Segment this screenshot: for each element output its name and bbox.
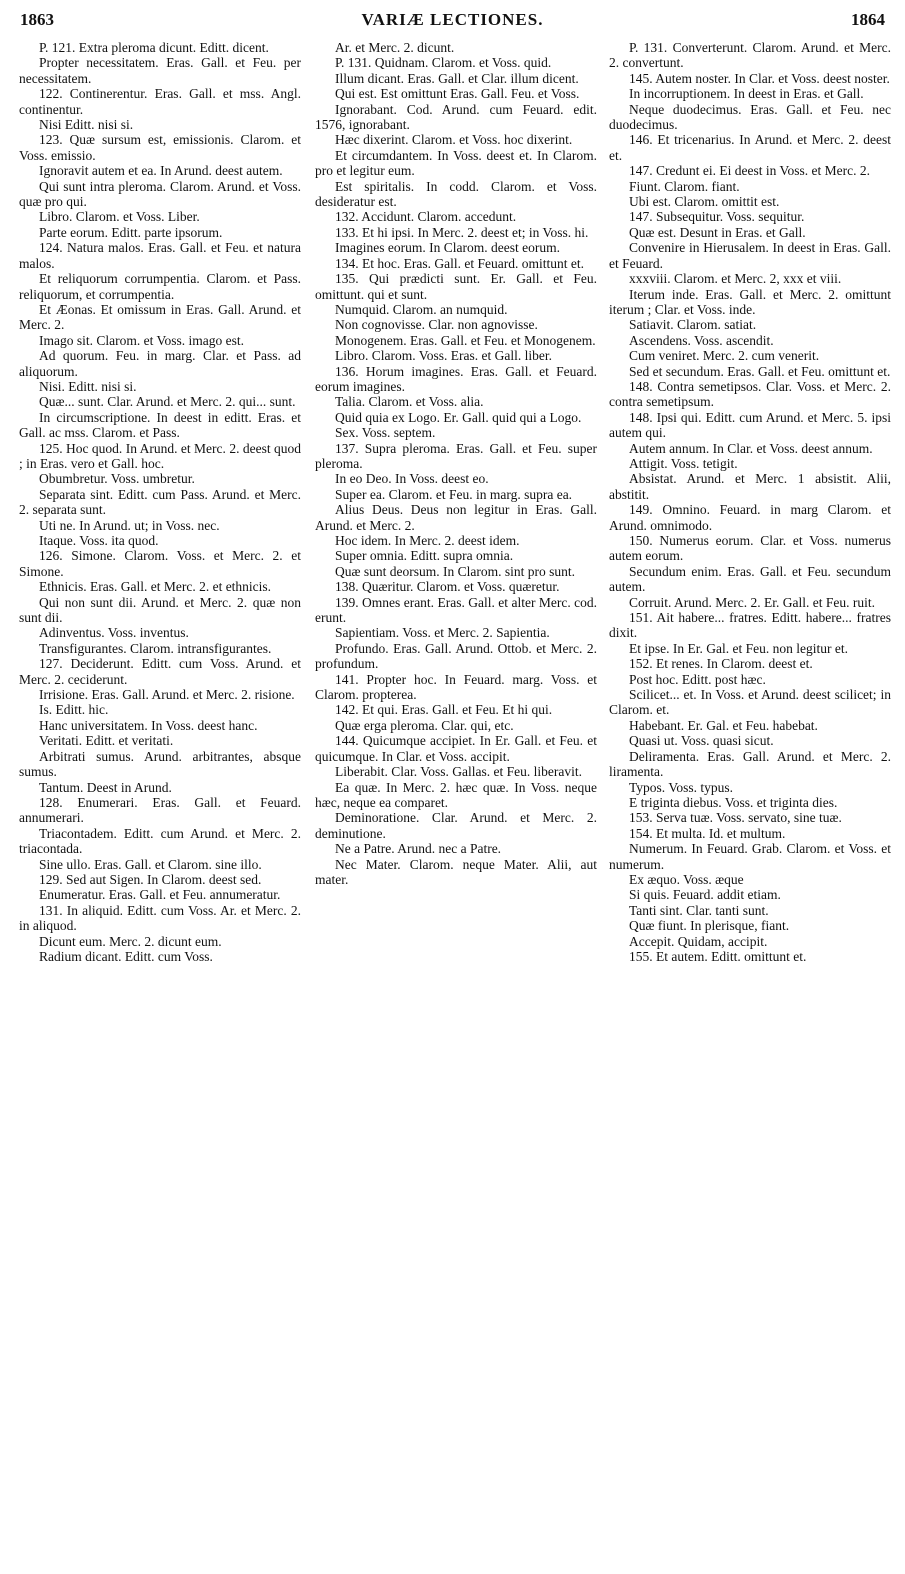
- variant-entry: 124. Natura malos. Eras. Gall. et Feu. et natura malos.: [19, 240, 301, 271]
- variant-entry: Nisi. Editt. nisi si.: [39, 378, 137, 394]
- variant-entry: 129. Sed aut Sigen. In Clarom. deest sed.: [39, 871, 262, 887]
- variant-entry: Imagines eorum. In Clarom. deest eorum.: [335, 240, 560, 256]
- variant-entry: Ignorabant. Cod. Arund. cum Feuard. edit. 1576, ignorabant.: [315, 101, 597, 133]
- variant-entry: In eo Deo. In Voss. deest eo.: [335, 471, 489, 487]
- variant-entry: Obumbretur. Voss. umbretur.: [39, 471, 195, 487]
- variant-entry: 131. In aliquid. Editt. cum Voss. Ar. et Merc. 2. in aliquod.: [19, 902, 301, 934]
- variant-entry: Triacontadem. Editt. cum Arund. et Merc. 2. triacontada.: [19, 825, 301, 857]
- variant-entry: Ad quorum. Feu. in marg. Clar. et Pass. ad aliquorum.: [19, 348, 301, 379]
- variant-entry: Quid quia ex Logo. Er. Gall. quid qui a Logo.: [335, 409, 582, 425]
- variant-entry: Cum veniret. Merc. 2. cum venerit.: [629, 348, 820, 364]
- variant-entry: Qui est. Est omittunt Eras. Gall. Feu. et Voss.: [335, 86, 580, 102]
- variant-entry: Propter necessitatem. Eras. Gall. et Feu. per necessitatem.: [19, 55, 301, 86]
- page-number-left: 1863: [20, 10, 54, 29]
- text-columns: [19, 40, 889, 1540]
- variant-entry: Si quis. Feuard. addit etiam.: [629, 887, 781, 903]
- variant-entry: P. 131. Quidnam. Clarom. et Voss. quid.: [335, 55, 552, 71]
- variant-entry: Ubi est. Clarom. omittit est.: [629, 194, 780, 210]
- column-3: [609, 40, 891, 1540]
- variant-entry: 135. Qui prædicti sunt. Er. Gall. et Feu. omittunt. qui et sunt.: [315, 271, 597, 302]
- variant-entry: Iterum inde. Eras. Gall. et Merc. 2. omittunt iterum ; Clar. et Voss. inde.: [609, 286, 891, 317]
- running-header: [20, 10, 885, 36]
- variant-entry: Nisi Editt. nisi si.: [39, 117, 134, 133]
- variant-entry: Numerum. In Feuard. Grab. Clarom. et Voss. et numerum.: [609, 841, 891, 872]
- variant-entry: Ne a Patre. Arund. nec a Patre.: [335, 841, 502, 857]
- variant-entry: Libro. Clarom. Voss. Eras. et Gall. liber.: [335, 348, 552, 364]
- variant-entry: Parte eorum. Editt. parte ipsorum.: [39, 224, 223, 240]
- variant-entry: 144. Quicumque accipiet. In Er. Gall. et Feu. et quicumque. In Clar. et Voss. accipit.: [315, 733, 597, 764]
- variant-entry: Scilicet... et. In Voss. et Arund. deest scilicet; in Clarom. et.: [609, 687, 891, 718]
- variant-entry: Accepit. Quidam, accipit.: [629, 933, 768, 949]
- variant-entry: 122. Continerentur. Eras. Gall. et mss. Angl. continentur.: [19, 86, 301, 117]
- variant-entry: Veritati. Editt. et veritati.: [39, 733, 174, 749]
- variant-entry: 153. Serva tuæ. Voss. servato, sine tuæ.: [629, 810, 842, 826]
- variant-entry: 136. Horum imagines. Eras. Gall. et Feuard. eorum imagines.: [315, 363, 597, 394]
- variant-entry: P. 131. Converterunt. Clarom. Arund. et Merc. 2. convertunt.: [609, 40, 891, 71]
- variant-entry: Adinventus. Voss. inventus.: [39, 625, 189, 641]
- variant-entry: Arbitrati sumus. Arund. arbitrantes, absque sumus.: [19, 748, 301, 780]
- variant-entry: 141. Propter hoc. In Feuard. marg. Voss. et Clarom. propterea.: [315, 671, 597, 703]
- variant-entry: Imago sit. Clarom. et Voss. imago est.: [39, 332, 244, 348]
- variant-entry: Est spiritalis. In codd. Clarom. et Voss. desideratur est.: [315, 178, 597, 210]
- variant-entry: 152. Et renes. In Clarom. deest et.: [629, 656, 813, 672]
- variant-entry: Uti ne. In Arund. ut; in Voss. nec.: [39, 517, 220, 533]
- variant-entry: Secundum enim. Eras. Gall. et Feu. secundum autem.: [609, 563, 891, 595]
- variant-entry: 155. Et autem. Editt. omittunt et.: [629, 948, 807, 964]
- variant-entry: Radium dicant. Editt. cum Voss.: [39, 948, 213, 964]
- variant-entry: 148. Contra semetipsos. Clar. Voss. et Merc. 2. contra semetipsum.: [609, 378, 891, 410]
- variant-entry: Qui sunt intra pleroma. Clarom. Arund. et Voss. quæ pro qui.: [19, 178, 301, 210]
- variant-entry: Qui non sunt dii. Arund. et Merc. 2. quæ non sunt dii.: [19, 594, 301, 626]
- variant-entry: Tantum. Deest in Arund.: [39, 779, 172, 795]
- variant-entry: 125. Hoc quod. In Arund. et Merc. 2. deest quod ; in Eras. vero et Gall. hoc.: [19, 440, 301, 471]
- variant-entry: Hanc universitatem. In Voss. deest hanc.: [39, 717, 258, 733]
- variant-entry: Monogenem. Eras. Gall. et Feu. et Monogenem.: [335, 332, 596, 348]
- variant-entry: Itaque. Voss. ita quod.: [39, 533, 159, 548]
- variant-entry: Quæ est. Desunt in Eras. et Gall.: [629, 224, 806, 240]
- variant-entry: 151. Ait habere... fratres. Editt. habere... fratres dixit.: [609, 610, 891, 641]
- variant-entry: Absistat. Arund. et Merc. 1 absistit. Alii, abstitit.: [609, 471, 891, 502]
- variant-entry: Ethnicis. Eras. Gall. et Merc. 2. et ethnicis.: [39, 579, 272, 595]
- variant-entry: In incorruptionem. In deest in Eras. et Gall.: [629, 86, 864, 102]
- variant-entry: Post hoc. Editt. post hæc.: [629, 671, 766, 687]
- variant-entry: 127. Deciderunt. Editt. cum Voss. Arund. et Merc. 2. ceciderunt.: [19, 656, 301, 687]
- variant-entry: 128. Enumerari. Eras. Gall. et Feuard. annumerari.: [19, 794, 301, 826]
- variant-entry: Libro. Clarom. et Voss. Liber.: [39, 209, 200, 225]
- variant-entry: Liberabit. Clar. Voss. Gallas. et Feu. liberavit.: [335, 764, 582, 780]
- variant-entry: Enumeratur. Eras. Gall. et Feu. annumeratur.: [39, 887, 281, 903]
- variant-entry: Deliramenta. Eras. Gall. Arund. et Merc. 2. liramenta.: [609, 748, 891, 780]
- variant-entry: 123. Quæ sursum est, emissionis. Clarom. et Voss. emissio.: [19, 132, 301, 163]
- variant-entry: In circumscriptione. In deest in editt. Eras. et Gall. ac mss. Clarom. et Pass.: [19, 409, 301, 441]
- variant-entry: xxxviii. Clarom. et Merc. 2, xxx et viii.: [629, 271, 842, 287]
- variant-entry: P. 121. Extra pleroma dicunt. Editt. dicent.: [39, 40, 269, 55]
- variant-entry: 139. Omnes erant. Eras. Gall. et alter Merc. cod. erunt.: [315, 594, 597, 626]
- variant-entry: Profundo. Eras. Gall. Arund. Ottob. et Merc. 2. profundum.: [315, 640, 597, 672]
- variant-entry: Sed et secundum. Eras. Gall. et Feu. omittunt et.: [629, 363, 891, 379]
- variant-entry: 134. Et hoc. Eras. Gall. et Feuard. omittunt et.: [335, 255, 584, 271]
- column-2: [315, 40, 597, 1540]
- variant-entry: 132. Accidunt. Clarom. accedunt.: [335, 209, 517, 225]
- variant-entry: Tanti sint. Clar. tanti sunt.: [629, 902, 769, 918]
- variant-entry: Et circumdantem. In Voss. deest et. In Clarom. pro et legitur eum.: [315, 147, 597, 179]
- variant-entry: Et reliquorum corrumpentia. Clarom. et Pass. reliquorum, et corrumpentia.: [19, 271, 301, 302]
- variant-entry: Dicunt eum. Merc. 2. dicunt eum.: [39, 933, 222, 949]
- variant-entry: Transfigurantes. Clarom. intransfigurantes.: [39, 640, 272, 656]
- column-1: [19, 40, 301, 1540]
- variant-entry: Quæ... sunt. Clar. Arund. et Merc. 2. qui... sunt.: [39, 394, 296, 410]
- variant-entry: Sine ullo. Eras. Gall. et Clarom. sine illo.: [39, 856, 262, 872]
- variant-entry: Talia. Clarom. et Voss. alia.: [335, 394, 484, 410]
- variant-entry: Quæ sunt deorsum. In Clarom. sint pro sunt.: [335, 563, 575, 579]
- variant-entry: 147. Subsequitur. Voss. sequitur.: [629, 209, 805, 225]
- variant-entry: Sex. Voss. septem.: [335, 425, 436, 441]
- variant-entry: Et ipse. In Er. Gal. et Feu. non legitur et.: [629, 640, 848, 656]
- variant-entry: Hæc dixerint. Clarom. et Voss. hoc dixerint.: [335, 132, 573, 148]
- page-title: VARIÆ LECTIONES.: [361, 10, 544, 29]
- variant-entry: Habebant. Er. Gal. et Feu. habebat.: [629, 717, 818, 733]
- variant-entry: 148. Ipsi qui. Editt. cum Arund. et Merc. 5. ipsi autem qui.: [609, 409, 891, 441]
- variant-entry: Ascendens. Voss. ascendit.: [629, 332, 774, 348]
- variant-entry: 145. Autem noster. In Clar. et Voss. deest noster.: [629, 70, 890, 86]
- variant-entry: Quasi ut. Voss. quasi sicut.: [629, 733, 774, 749]
- variant-entry: Super omnia. Editt. supra omnia.: [335, 548, 514, 564]
- variant-entry: 150. Numerus eorum. Clar. et Voss. numerus autem eorum.: [609, 533, 891, 564]
- variant-entry: Non cognovisse. Clar. non agnovisse.: [335, 317, 538, 333]
- variant-entry: Quæ fiunt. In plerisque, fiant.: [629, 918, 790, 934]
- variant-entry: Separata sint. Editt. cum Pass. Arund. et Merc. 2. separata sunt.: [19, 486, 301, 518]
- variant-entry: Neque duodecimus. Eras. Gall. et Feu. nec duodecimus.: [609, 101, 891, 133]
- variant-entry: 142. Et qui. Eras. Gall. et Feu. Et hi qui.: [335, 702, 553, 718]
- variant-entry: Ar. et Merc. 2. dicunt.: [335, 40, 455, 55]
- variant-entry: Fiunt. Clarom. fiant.: [629, 178, 740, 194]
- variant-entry: Et Æonas. Et omissum in Eras. Gall. Arund. et Merc. 2.: [19, 301, 301, 333]
- variant-entry: Sapientiam. Voss. et Merc. 2. Sapientia.: [335, 625, 550, 641]
- variant-entry: 137. Supra pleroma. Eras. Gall. et Feu. super pleroma.: [315, 440, 597, 471]
- variant-entry: Autem annum. In Clar. et Voss. deest annum.: [629, 440, 873, 456]
- variant-entry: Alius Deus. Deus non legitur in Eras. Gall. Arund. et Merc. 2.: [315, 502, 597, 533]
- variant-entry: 138. Quæritur. Clarom. et Voss. quæretur.: [335, 579, 560, 595]
- variant-entry: Irrisione. Eras. Gall. Arund. et Merc. 2. risione.: [39, 687, 295, 703]
- variant-entry: Deminoratione. Clar. Arund. et Merc. 2. deminutione.: [315, 810, 597, 841]
- variant-entry: Illum dicant. Eras. Gall. et Clar. illum dicent.: [335, 70, 579, 86]
- variant-entry: Corruit. Arund. Merc. 2. Er. Gall. et Feu. ruit.: [629, 594, 875, 610]
- variant-entry: E triginta diebus. Voss. et triginta dies.: [629, 794, 838, 810]
- page-number-right: 1864: [851, 10, 885, 29]
- variant-entry: Quæ erga pleroma. Clar. qui, etc.: [335, 717, 514, 733]
- variant-entry: 146. Et tricenarius. In Arund. et Merc. 2. deest et.: [609, 132, 891, 163]
- variant-entry: Numquid. Clarom. an numquid.: [335, 301, 508, 317]
- variant-entry: Ignoravit autem et ea. In Arund. deest autem.: [39, 163, 283, 179]
- variant-entry: Ex æquo. Voss. æque: [629, 871, 744, 887]
- variant-entry: Nec Mater. Clarom. neque Mater. Alii, aut mater.: [315, 856, 597, 887]
- variant-entry: Satiavit. Clarom. satiat.: [629, 317, 757, 333]
- variant-entry: Hoc idem. In Merc. 2. deest idem.: [335, 533, 520, 548]
- variant-entry: Ea quæ. In Merc. 2. hæc quæ. In Voss. neque hæc, neque ea comparet.: [315, 779, 597, 810]
- variant-entry: Attigit. Voss. tetigit.: [629, 455, 738, 471]
- variant-entry: Super ea. Clarom. et Feu. in marg. supra ea.: [335, 486, 573, 502]
- variant-entry: Convenire in Hierusalem. In deest in Eras. Gall. et Feuard.: [609, 240, 891, 271]
- variant-entry: Typos. Voss. typus.: [629, 779, 733, 795]
- variant-entry: 126. Simone. Clarom. Voss. et Merc. 2. et Simone.: [19, 548, 301, 579]
- variant-entry: Is. Editt. hic.: [39, 702, 109, 718]
- variant-entry: 149. Omnino. Feuard. in marg Clarom. et Arund. omnimodo.: [609, 502, 891, 533]
- variant-entry: 147. Credunt ei. Ei deest in Voss. et Merc. 2.: [629, 163, 870, 179]
- variant-entry: 133. Et hi ipsi. In Merc. 2. deest et; in Voss. hi.: [335, 224, 589, 240]
- variant-entry: 154. Et multa. Id. et multum.: [629, 825, 786, 841]
